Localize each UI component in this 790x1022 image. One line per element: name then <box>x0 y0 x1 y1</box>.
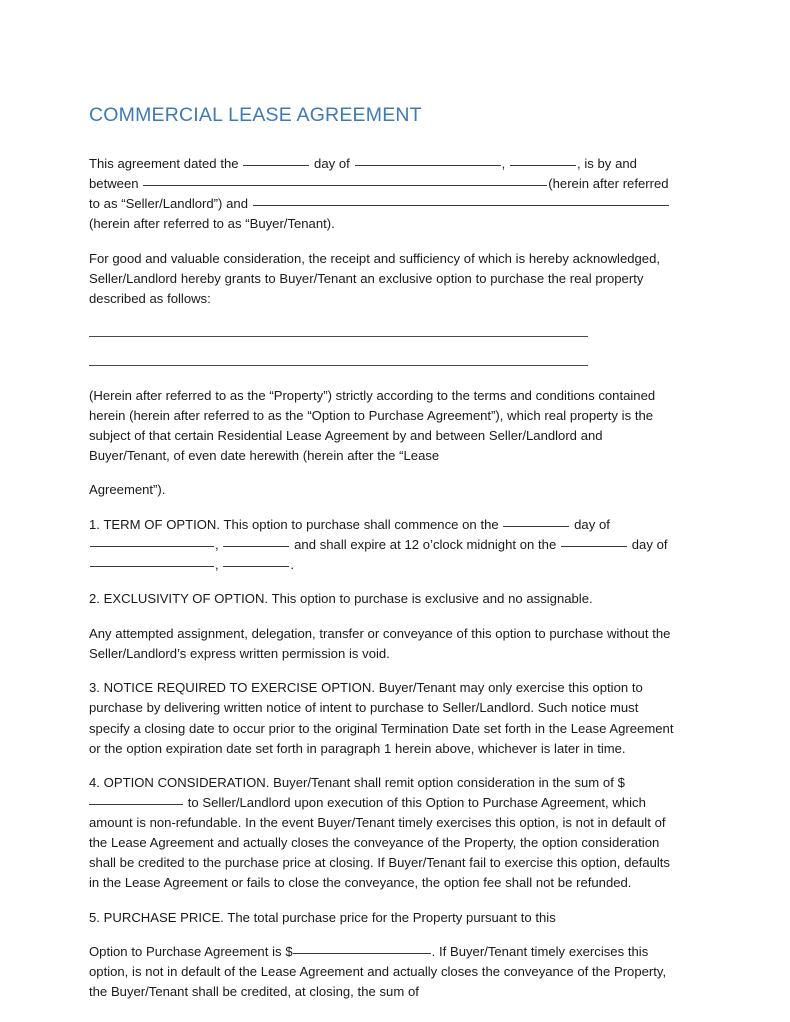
blank-year[interactable] <box>510 155 576 167</box>
section-3-number: 3. <box>89 680 100 696</box>
spacer <box>89 376 681 386</box>
blank-seller-landlord-name[interactable] <box>143 175 547 187</box>
section-2-body: This option to purchase is exclusive and no assignable. <box>271 591 593 607</box>
section-1-comma-1: , <box>215 536 219 552</box>
section-5-purchase-price-body <box>89 942 681 1002</box>
section-3-notice-required <box>89 678 681 758</box>
intro-line4-note: (herein after referred to as “Buyer/Tenant). <box>89 216 335 232</box>
blank-purchase-price-amount[interactable] <box>293 943 431 955</box>
intro-line2-note: (herein after referred to as <box>89 176 669 212</box>
blank-commence-day[interactable] <box>503 515 569 527</box>
blank-commence-month[interactable] <box>90 535 214 547</box>
property-description-line-1[interactable] <box>89 336 588 337</box>
consideration-paragraph: For good and valuable consideration, the receipt and sufficiency of which is hereby acknowledged, Seller/Landlord hereby grants to Buyer/Tenant an exclusive option to purchase the real property described as follows: <box>89 251 660 307</box>
blank-expire-year[interactable] <box>223 555 289 567</box>
section-4-heading: OPTION CONSIDERATION. <box>103 775 270 791</box>
section-1-period: . <box>290 556 295 572</box>
blank-commence-year[interactable] <box>223 535 289 547</box>
section-2-number: 2. <box>89 591 100 607</box>
section-2-exclusivity-of-option <box>89 589 681 609</box>
section-4-text-a: Buyer/Tenant shall remit option consideration in the sum of <box>273 775 614 791</box>
section-1-text-b: day of <box>574 516 610 532</box>
blank-day-number[interactable] <box>243 155 309 167</box>
section-1-term-of-option <box>89 515 681 575</box>
exclusivity-note-paragraph: Any attempted assignment, delegation, transfer or conveyance of this option to purchase without the Seller/Landlord’s express written permission is void. <box>89 625 671 661</box>
page-title: COMMERCIAL LEASE AGREEMENT <box>89 104 422 126</box>
section-5-heading: PURCHASE PRICE. <box>103 909 224 925</box>
intro-line1-comma: , <box>501 156 509 172</box>
section-1-number: 1. <box>89 516 100 532</box>
intro-line1-dayof: day of <box>314 156 350 172</box>
section-2-heading: EXCLUSIVITY OF OPTION. <box>103 591 269 607</box>
property-recital-paragraph: (Herein after referred to as the “Property”) strictly according to the terms and conditions contained herein (herein after referred to as the “Option to Purchase Agreement”), which real property is the subject of that certain Residential Lease Agreement by and between Seller/Landlord and Buyer/Tenant, of even date herewith (herein after the “Lease <box>89 387 656 463</box>
section-4-option-consideration <box>89 773 681 893</box>
parties-paragraph <box>89 154 681 234</box>
blank-month[interactable] <box>355 155 501 167</box>
section-5-number: 5. <box>89 909 100 925</box>
intro-line1-prefix: This agreement dated the <box>89 156 239 172</box>
section-1-heading: TERM OF OPTION. <box>103 516 221 532</box>
section-5-purchase-price-heading <box>89 908 681 928</box>
section-1-text-d: day of <box>631 536 668 552</box>
document-body <box>89 104 681 1017</box>
section-3-body: Buyer/Tenant may only exercise this option to purchase by delivering written notice of intent to purchase to Seller/Landlord. Such notice must specify a closing date to occur prior to the original Termination Date set forth in the Lease Agreement or the option expiration date set forth in paragraph 1 herein above, whichever is later in time. <box>89 680 674 756</box>
intro-line3-prefix: “Seller/Landlord”) and <box>121 196 248 212</box>
section-4-number: 4. <box>89 775 100 791</box>
section-5-text-c: . If Buyer/Tenant timely exercises this option, is not in default of the Lease Agreement and actually closes the conveyance of the Property, the Buyer/Tenant shall be credited, at closing, the sum of <box>89 944 667 1000</box>
blank-option-consideration-amount[interactable] <box>89 793 183 805</box>
section-4-text-b: to Seller/Landlord upon execution of this Option to Purchase Agreement, which amount is non-refundable. In the event Buyer/Tenant timely exercises this option, is not in default of the Lease Agreement and actually closes the conveyance of the Property, the option consideration shall be credited to the purchase price at closing. If Buyer/Tenant fail to exercise this option, defaults in the Lease Agreement or fails to close the conveyance, the option fee shall not be refunded. <box>89 795 670 891</box>
blank-expire-month[interactable] <box>90 555 214 567</box>
section-1-comma-2: , <box>215 556 219 572</box>
property-recital-continuation: Agreement”). <box>89 482 166 498</box>
section-1-text-a: This option to purchase shall commence on the <box>223 516 499 532</box>
intro-line1-suffix: , is by and between <box>89 156 637 192</box>
property-description-blanks <box>89 324 681 366</box>
blank-buyer-tenant-name[interactable] <box>253 195 669 207</box>
section-5-text-b: Option to Purchase Agreement is <box>89 944 282 960</box>
section-3-heading: NOTICE REQUIRED TO EXERCISE OPTION. <box>103 680 375 696</box>
section-5-currency: $ <box>285 944 293 960</box>
section-4-currency: $ <box>617 775 625 791</box>
blank-expire-day[interactable] <box>561 535 627 547</box>
section-5-text-a: The total purchase price for the Property pursuant to this <box>227 909 556 925</box>
section-1-text-c: and shall expire at 12 o’clock midnight on the <box>294 536 557 552</box>
property-description-line-2[interactable] <box>89 365 588 366</box>
